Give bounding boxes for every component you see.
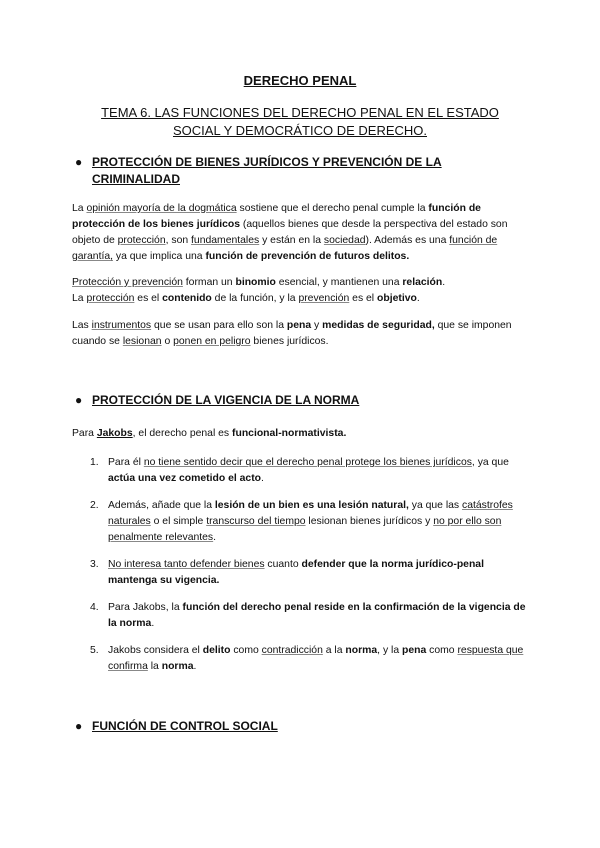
list-item: 4. Para Jakobs, la función del derecho penal reside en la confirmación de la vigencia de la norma. bbox=[90, 602, 526, 629]
document-title: DERECHO PENAL bbox=[243, 73, 357, 88]
section-heading-proteccion-bienes bbox=[75, 154, 442, 188]
list-item: 1. Para él no tiene sentido decir que el derecho penal protege los bienes jurídicos, ya que actúa una vez cometido el acto. bbox=[90, 457, 509, 484]
list-item: 2. Además, añade que la lesión de un bien es una lesión natural, ya que las catástrofes naturales o el simple transcurso del tiempo lesionan bienes jurídicos y no por ello son penalmente relevantes. bbox=[90, 500, 513, 543]
paragraph-opinion-dogmatica: La opinión mayoría de la dogmática sostiene que el derecho penal cumple la función de protección de los bienes jurídicos (aquellos bienes que desde la perspectiva del estado son objeto de protección, son fundamentales y están en la sociedad). Además es una función de garantía, ya que implica una función de prevención de futuros delitos. bbox=[72, 203, 508, 262]
topic-title-line-1: TEMA 6. LAS FUNCIONES DEL DERECHO PENAL EN EL ESTADO bbox=[101, 105, 499, 120]
bullet-icon: ● bbox=[75, 155, 83, 169]
paragraph-binomio bbox=[72, 275, 532, 307]
section-heading-text: PROTECCIÓN DE LA VIGENCIA DE LA NORMA bbox=[92, 393, 360, 407]
bullet-icon: ● bbox=[75, 393, 83, 407]
bullet-icon: ● bbox=[75, 719, 83, 733]
section-heading-text: FUNCIÓN DE CONTROL SOCIAL bbox=[92, 719, 278, 733]
section-heading-line-1: PROTECCIÓN DE BIENES JURÍDICOS Y PREVENCIÓN DE LA bbox=[92, 155, 442, 169]
list-item: 5. Jakobs considera el delito como contradicción a la norma, y la pena como respuesta que confirma la norma. bbox=[90, 645, 524, 672]
topic-title-line-2: SOCIAL Y DEMOCRÁTICO DE DERECHO. bbox=[172, 123, 428, 138]
section-heading-line-2: CRIMINALIDAD bbox=[92, 172, 180, 186]
section-heading-vigencia-norma bbox=[75, 392, 360, 409]
section-heading-control-social bbox=[75, 718, 278, 735]
list-item: 3. No interesa tanto defender bienes cuanto defender que la norma jurídico-penal mantenga su vigencia. bbox=[90, 559, 484, 586]
paragraph-jakobs-intro: Para Jakobs, el derecho penal es funcional-normativista. bbox=[72, 428, 347, 439]
paragraph-instrumentos: Las instrumentos que se usan para ello son la pena y medidas de seguridad, que se imponen cuando se lesionan o ponen en peligro bienes jurídicos. bbox=[72, 320, 512, 347]
paragraph-binomio-line-2: La protección es el contenido de la función, y la prevención es el objetivo. bbox=[72, 293, 420, 304]
paragraph-binomio-line-1: Protección y prevención forman un binomio esencial, y mantienen una relación. bbox=[72, 277, 446, 288]
topic-title bbox=[60, 104, 540, 140]
